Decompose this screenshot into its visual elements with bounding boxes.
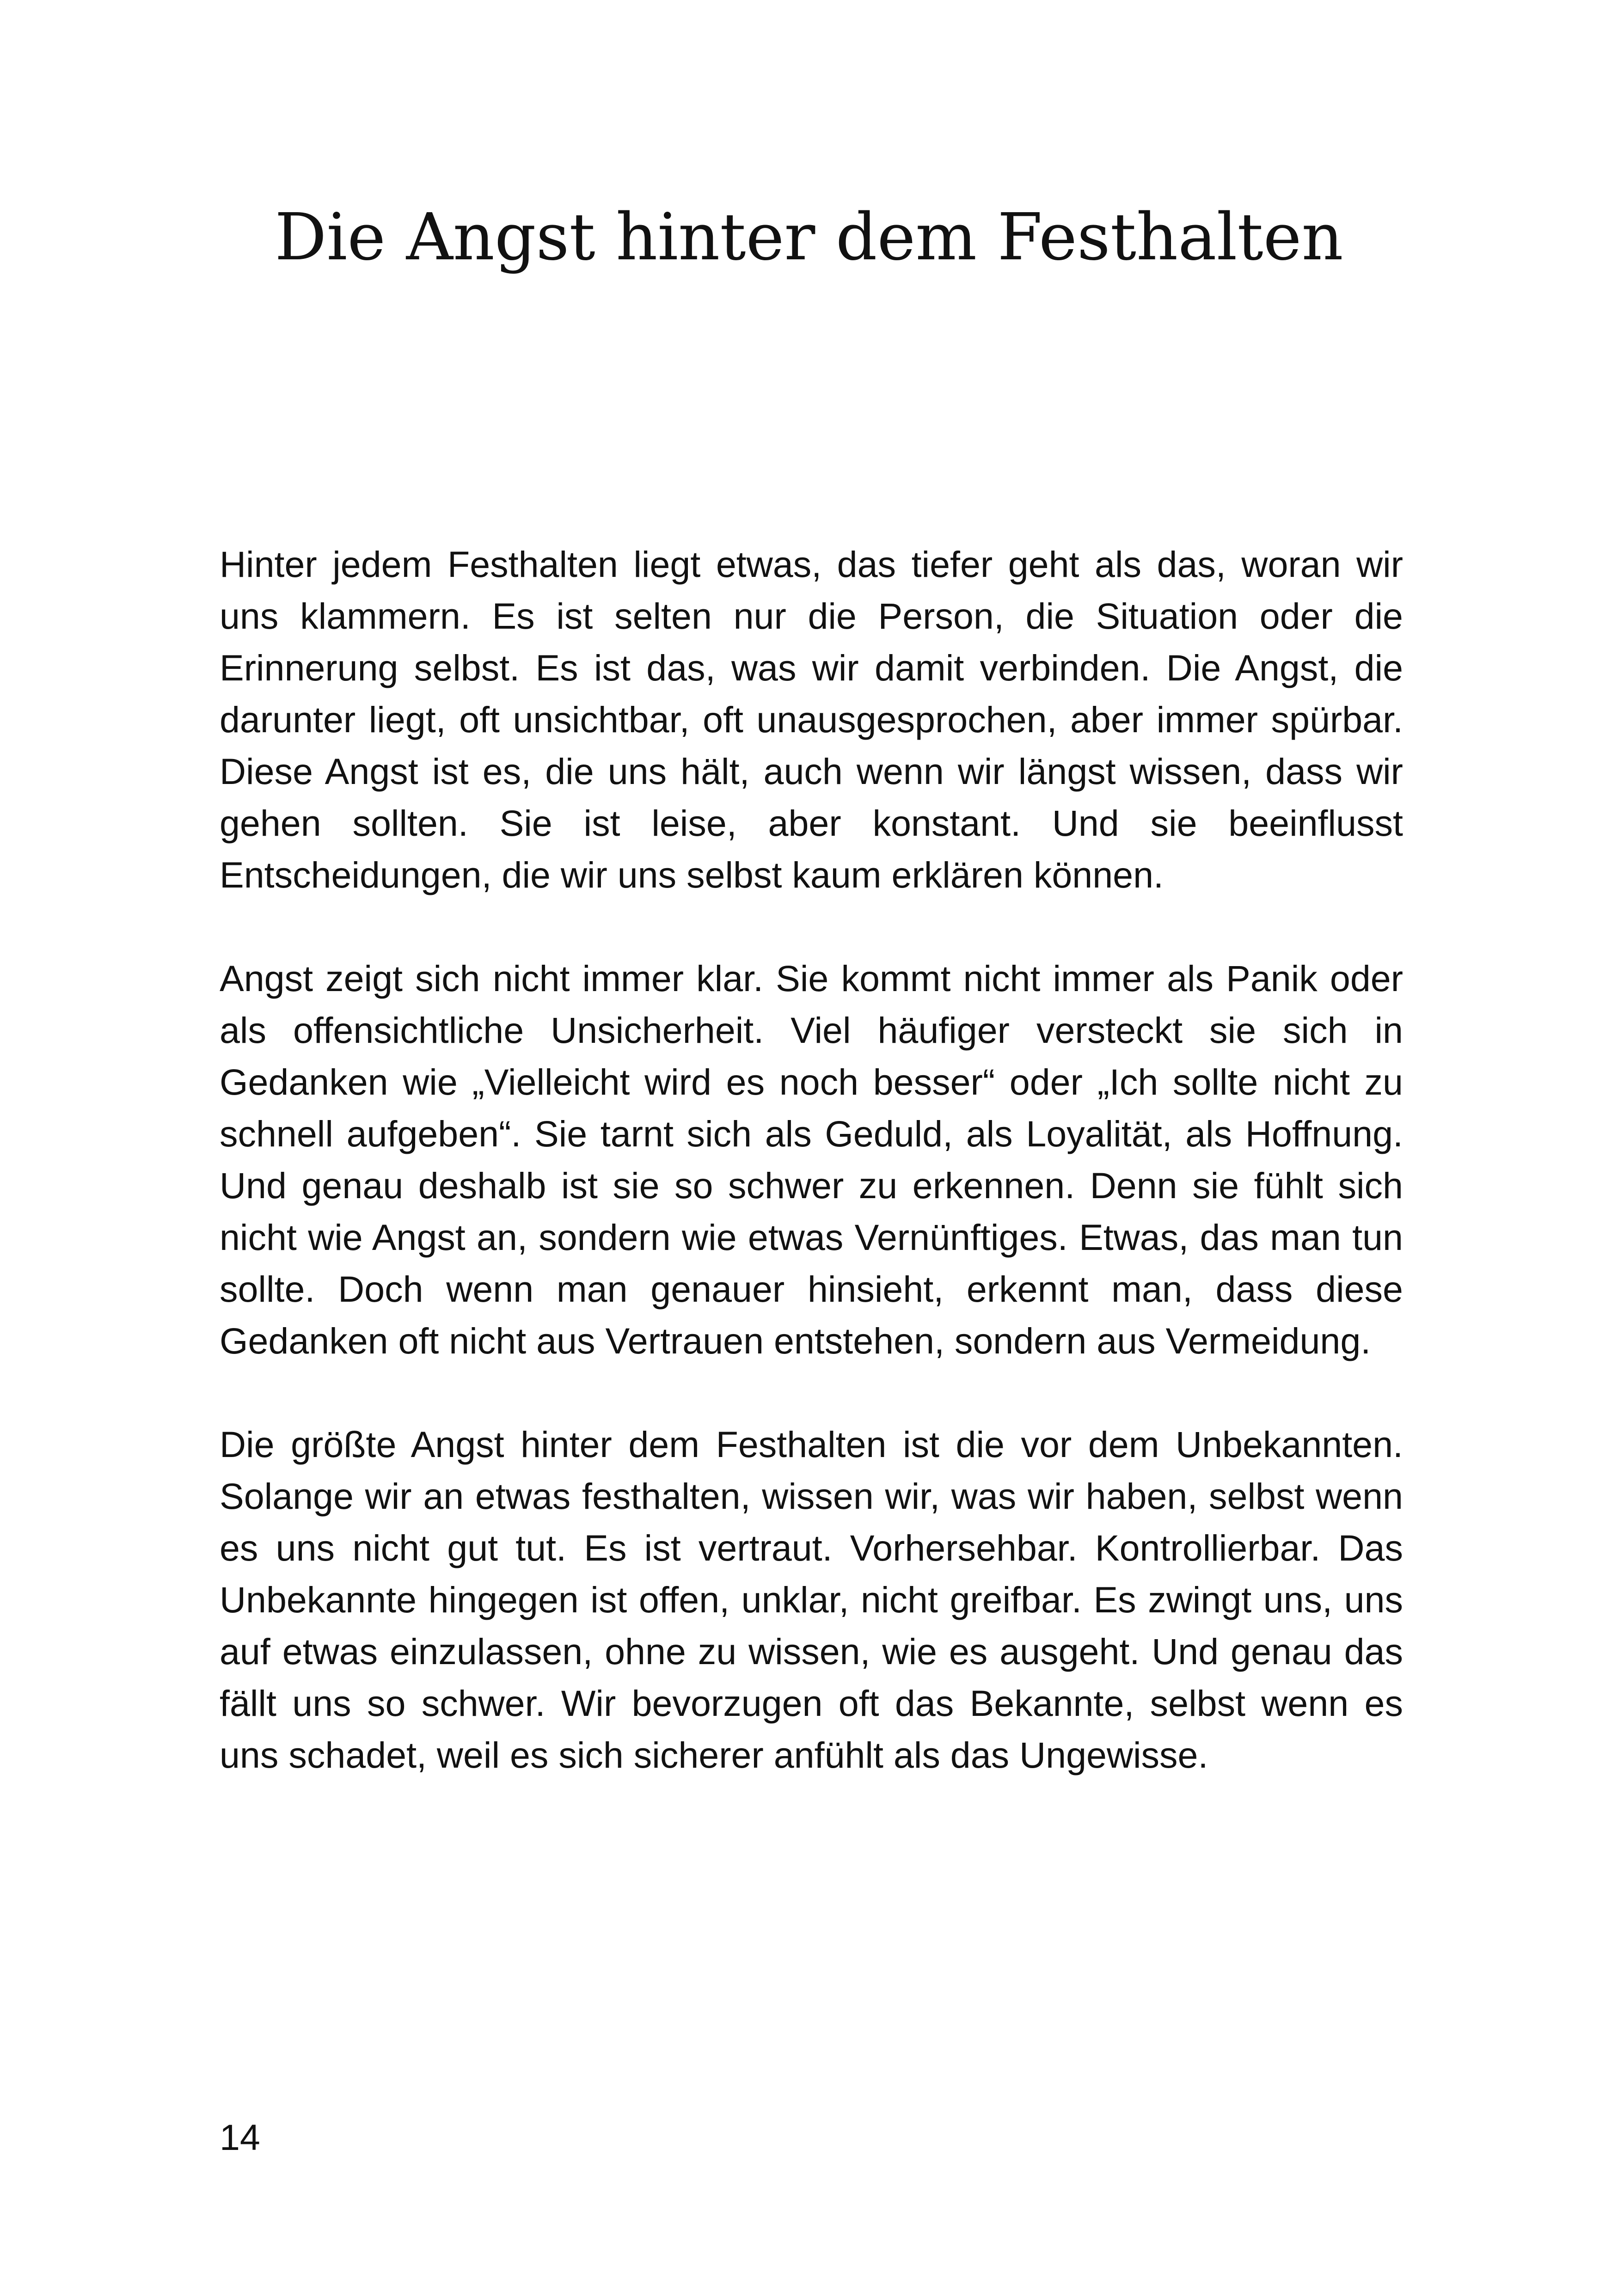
chapter-body: [220, 539, 1403, 1833]
paragraph-2: Angst zeigt sich nicht immer klar. Sie kommt nicht immer als Panik oder als offensichtliche Unsicherheit. Viel häufiger versteckt sie sich in Gedanken wie „Vielleicht wird es noch besser“ oder „Ich sollte nicht zu schnell aufgeben“. Sie tarnt sich als Geduld, als Loyalität, als Hoffnung. Und genau deshalb ist sie so schwer zu erkennen. Denn sie fühlt sich nicht wie Angst an, sondern wie etwas Vernünftiges. Etwas, das man tun sollte. Doch wenn man genauer hinsieht, erkennt man, dass diese Gedanken oft nicht aus Vertrauen entstehen, sondern aus Vermeidung.: [220, 958, 1403, 1361]
paragraph-3: Die größte Angst hinter dem Festhalten ist die vor dem Unbekannten. Solange wir an etwas festhalten, wissen wir, was wir haben, selbst wenn es uns nicht gut tut. Es ist vertraut. Vorhersehbar. Kontrollierbar. Das Unbekannte hingegen ist offen, unklar, nicht greifbar. Es zwingt uns, uns auf etwas einzulassen, ohne zu wissen, wie es ausgeht. Und genau das fällt uns so schwer. Wir bevorzugen oft das Bekannte, selbst wenn es uns schadet, weil es sich sicherer anfühlt als das Ungewisse.: [220, 1424, 1403, 1776]
paragraph-1: Hinter jedem Festhalten liegt etwas, das tiefer geht als das, woran wir uns klammern. Es ist selten nur die Person, die Situation oder die Erinnerung selbst. Es ist das, was wir damit verbinden. Die Angst, die darunter liegt, oft unsichtbar, oft unausgesprochen, aber immer spürbar. Diese Angst ist es, die uns hält, auch wenn wir längst wissen, dass wir gehen sollten. Sie ist leise, aber konstant. Und sie beeinflusst Entscheidungen, die wir uns selbst kaum erklären können.: [220, 544, 1403, 895]
chapter-title: Die Angst hinter dem Festhalten: [275, 200, 1343, 275]
page-number: 14: [220, 2117, 260, 2158]
